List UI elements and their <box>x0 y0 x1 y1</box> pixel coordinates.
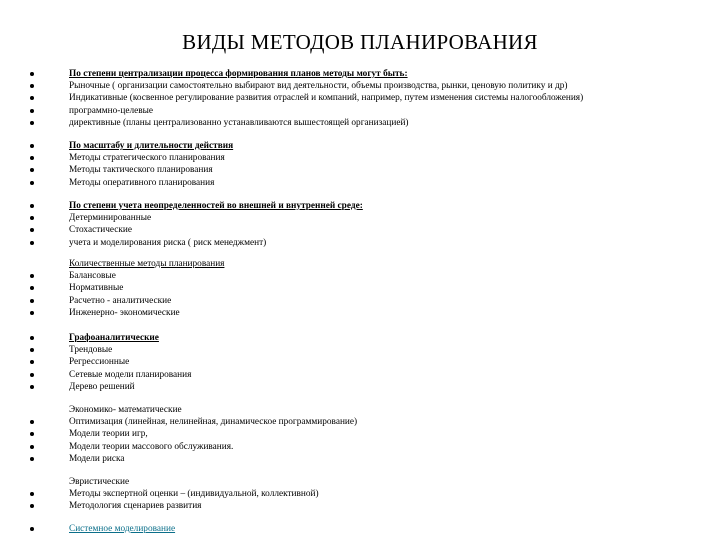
list-item-text: учета и моделирования риска ( риск менеджмент) <box>69 237 267 248</box>
bullet-icon <box>30 286 34 290</box>
section-header: Экономико- математические <box>69 405 182 415</box>
bullet-icon <box>30 348 34 352</box>
list-item <box>30 177 700 189</box>
list-item-text: Регрессионные <box>69 357 130 368</box>
list-item-text: Методы экспертной оценки – (индивидуальной, коллективной) <box>69 489 319 500</box>
list-item-text: Рыночные ( организации самостоятельно выбирают вид деятельности, объемы производства, рынки, ценовую политику и др) <box>69 81 568 92</box>
list-item <box>30 441 700 453</box>
bullet-icon <box>30 420 34 424</box>
bullet-icon <box>30 385 34 389</box>
list-item-text: Сетевые модели планирования <box>69 369 192 380</box>
list-item <box>30 381 700 393</box>
section-scale <box>30 140 700 189</box>
bullet-icon <box>30 274 34 278</box>
bullet-icon <box>30 241 34 245</box>
bullet-icon <box>30 204 34 208</box>
bullet-icon <box>30 299 34 303</box>
section-graphoanalytic <box>30 332 700 393</box>
list-item <box>30 237 700 249</box>
list-item <box>30 152 700 164</box>
list-item-text: Методы оперативного планирования <box>69 177 215 188</box>
list-item-text: Балансовые <box>69 271 116 282</box>
section-header: Количественные методы планирования <box>69 259 225 269</box>
list-item-text: Методы стратегического планирования <box>69 153 225 164</box>
section-economic-mathematical <box>30 404 700 465</box>
list-item <box>30 282 700 294</box>
list-item <box>30 68 700 80</box>
bullet-icon <box>30 311 34 315</box>
list-item <box>30 453 700 465</box>
bullet-icon <box>30 168 34 172</box>
list-item-text: Трендовые <box>69 345 113 356</box>
list-item-text: программно-целевые <box>69 105 153 116</box>
list-item <box>30 295 700 307</box>
list-item <box>30 500 700 512</box>
section-centralization <box>30 68 700 129</box>
list-item-text: Детерминированные <box>69 213 152 224</box>
list-item-text: Нормативные <box>69 283 124 294</box>
list-item-text: Модели теории массового обслуживания. <box>69 441 234 452</box>
list-item-text: Дерево решений <box>69 381 135 392</box>
list-item <box>30 92 700 104</box>
bullet-icon <box>30 121 34 125</box>
bullet-icon <box>30 360 34 364</box>
section-uncertainty <box>30 200 700 249</box>
list-item <box>30 356 700 368</box>
bullet-icon <box>30 96 34 100</box>
bullet-icon <box>30 228 34 232</box>
list-item <box>30 224 700 236</box>
list-item-text: директивные (планы централизованно устанавливаются вышестоящей организацией) <box>69 117 409 128</box>
bullet-icon <box>30 504 34 508</box>
bullet-icon <box>30 432 34 436</box>
bullet-icon <box>30 216 34 220</box>
bullet-icon <box>30 527 34 531</box>
section-system <box>30 523 700 535</box>
list-item <box>30 488 700 500</box>
section-header: По масштабу и длительности действия <box>69 141 234 151</box>
bullet-icon <box>30 336 34 340</box>
section-quantitative <box>30 258 700 319</box>
list-item <box>30 212 700 224</box>
list-item-text: Модели риска <box>69 453 125 464</box>
list-item <box>30 344 700 356</box>
section-header: Графоаналитические <box>69 333 159 343</box>
list-item-text: Методология сценариев развития <box>69 501 202 512</box>
list-item-text: Модели теории игр, <box>69 429 148 440</box>
list-item-text: Оптимизация (линейная, нелинейная, динамическое программирование) <box>69 417 358 428</box>
bullet-icon <box>30 109 34 113</box>
bullet-icon <box>30 156 34 160</box>
list-item <box>30 270 700 282</box>
list-item <box>30 332 700 344</box>
list-item <box>30 428 700 440</box>
list-item <box>30 105 700 117</box>
bullet-icon <box>30 84 34 88</box>
list-item <box>30 416 700 428</box>
section-header: По степени централизации процесса формирования планов методы могут быть: <box>69 69 408 79</box>
list-item-text: Расчетно - аналитические <box>69 295 172 306</box>
bullet-icon <box>30 144 34 148</box>
section-header: Эвристические <box>69 477 130 487</box>
list-item-text: Стохастические <box>69 225 133 236</box>
list-item <box>30 117 700 129</box>
bullet-icon <box>30 445 34 449</box>
page-title: ВИДЫ МЕТОДОВ ПЛАНИРОВАНИЯ <box>182 30 538 54</box>
section-heuristic <box>30 476 700 513</box>
list-item <box>30 307 700 319</box>
bullet-icon <box>30 492 34 496</box>
list-item-text: Методы тактического планирования <box>69 165 213 176</box>
list-item-text: Индикативные (косвенное регулирование развития отраслей и компаний, например, путем изменения системы налогообложения) <box>69 93 584 104</box>
list-item[interactable] <box>30 523 700 535</box>
list-item <box>30 369 700 381</box>
bullet-icon <box>30 457 34 461</box>
list-item <box>30 80 700 92</box>
bullet-icon <box>30 181 34 185</box>
list-item <box>30 164 700 176</box>
list-item <box>30 200 700 212</box>
bullet-icon <box>30 72 34 76</box>
section-header: По степени учета неопределенностей во внешней и внутренней среде: <box>69 201 363 211</box>
list-item-text: Инженерно- экономические <box>69 307 180 318</box>
bullet-icon <box>30 373 34 377</box>
list-item <box>30 140 700 152</box>
system-modeling-link[interactable]: Системное моделирование <box>69 524 176 534</box>
